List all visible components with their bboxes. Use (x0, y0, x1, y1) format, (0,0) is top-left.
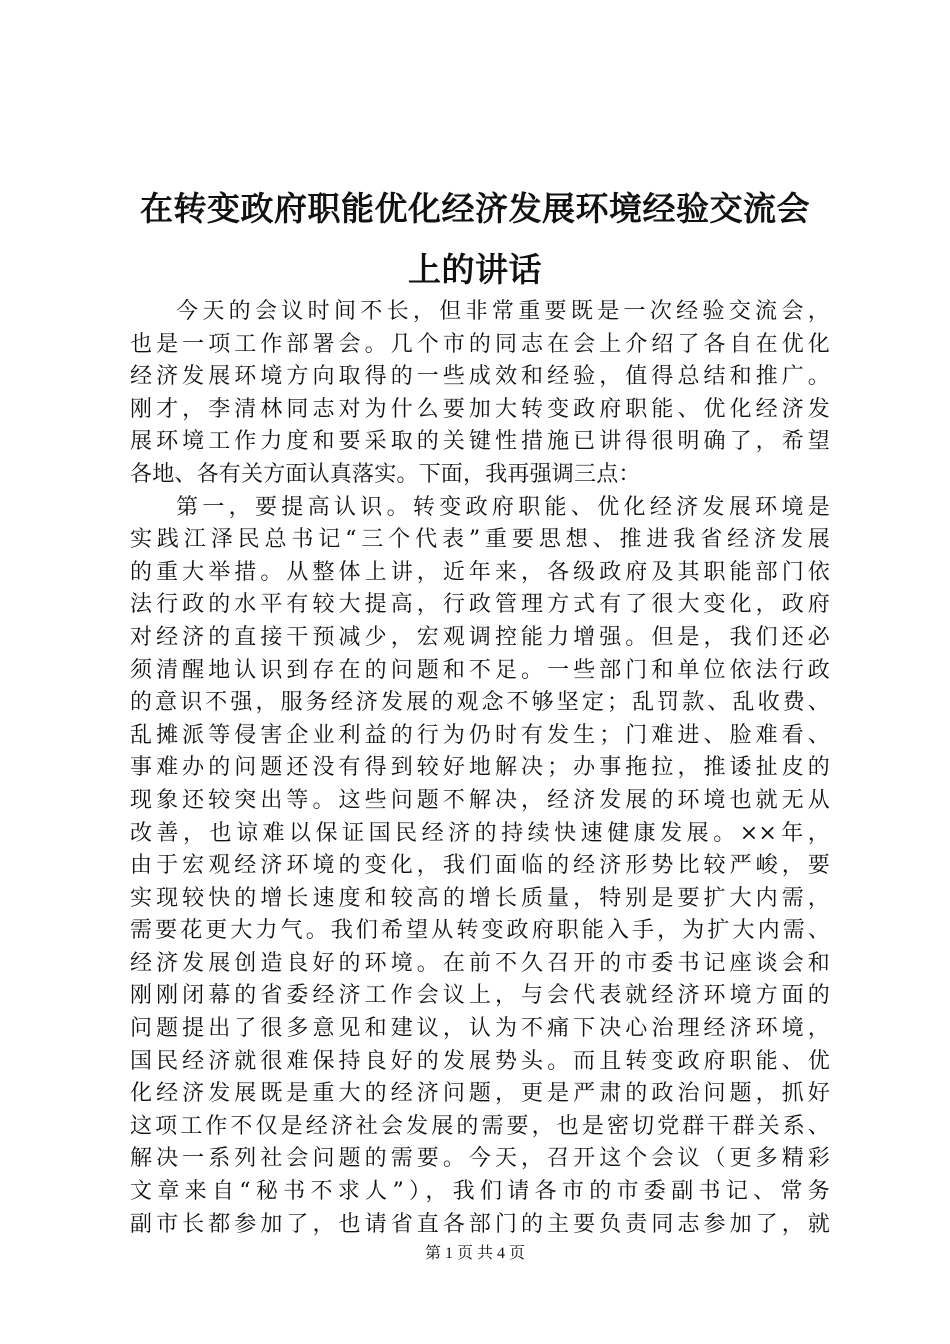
text-line: 刚才，李清林同志对为什么要加大转变政府职能、优化经济发 (130, 396, 830, 422)
page-number-label: 第 1 页 共 4 页 (424, 1245, 525, 1262)
text-line: 文章来自“秘书不求人”），我们请各市的市委副书记、常务 (130, 1179, 830, 1205)
text-line: 刚刚闭幕的省委经济工作会议上，与会代表就经济环境方面的 (130, 983, 830, 1009)
text-line: 展环境工作力度和要采取的关键性措施已讲得很明确了，希望 (130, 429, 830, 455)
text-line: 化经济发展既是重大的经济问题，更是严肃的政治问题，抓好 (130, 1081, 830, 1107)
text-line: 改善，也谅难以保证国民经济的持续快速健康发展。××年， (130, 820, 830, 846)
text-line: 乱摊派等侵害企业利益的行为仍时有发生；门难进、脸难看、 (130, 722, 830, 748)
text-line: 法行政的水平有较大提高，行政管理方式有了很大变化，政府 (130, 592, 830, 618)
title-line-1: 在转变政府职能优化经济发展环境经验交流会 (140, 189, 810, 228)
title-line-2: 上的讲话 (408, 250, 542, 289)
text-line: 的重大举措。从整体上讲，近年来，各级政府及其职能部门依 (130, 559, 830, 585)
text-line: 现象还较突出等。这些问题不解决，经济发展的环境也就无从 (130, 787, 830, 813)
text-line: 这项工作不仅是经济社会发展的需要，也是密切党群干群关系、 (130, 1113, 830, 1139)
text-line: 由于宏观经济环境的变化，我们面临的经济形势比较严峻，要 (130, 853, 830, 879)
page-footer (0, 1244, 950, 1264)
text-line: 各地、各有关方面认真落实。下面，我再强调三点： (130, 461, 641, 487)
text-line: 实现较快的增长速度和较高的增长质量，特别是要扩大内需， (130, 885, 830, 911)
text-line: 经济发展创造良好的环境。在前不久召开的市委书记座谈会和 (130, 950, 830, 976)
text-line: 实践江泽民总书记“三个代表”重要思想、推进我省经济发展 (130, 527, 830, 553)
text-line: 需要花更大力气。我们希望从转变政府职能入手，为扩大内需、 (130, 918, 830, 944)
text-line: 副市长都参加了，也请省直各部门的主要负责同志参加了，就 (130, 1211, 830, 1237)
document-body (130, 296, 830, 1241)
text-line: 须清醒地认识到存在的问题和不足。一些部门和单位依法行政 (130, 657, 830, 683)
text-line: 国民经济就很难保持良好的发展势头。而且转变政府职能、优 (130, 1048, 830, 1074)
text-line: 解决一系列社会问题的需要。今天，召开这个会议（更多精彩 (130, 1146, 830, 1172)
text-line: 今天的会议时间不长，但非常重要既是一次经验交流会， (176, 299, 830, 324)
text-line: 问题提出了很多意见和建议，认为不痛下决心治理经济环境， (130, 1016, 830, 1042)
text-line: 第一，要提高认识。转变政府职能、优化经济发展环境是 (176, 494, 830, 520)
text-line: 事难办的问题还没有得到较好地解决；办事拖拉，推诿扯皮的 (130, 755, 830, 781)
text-line: 也是一项工作部署会。几个市的同志在会上介绍了各自在优化 (130, 331, 830, 357)
text-line: 对经济的直接干预减少，宏观调控能力增强。但是，我们还必 (130, 624, 830, 650)
text-line: 经济发展环境方向取得的一些成效和经验，值得总结和推广。 (130, 364, 830, 390)
document-title (118, 178, 832, 300)
text-line: 的意识不强，服务经济发展的观念不够坚定；乱罚款、乱收费、 (130, 690, 830, 716)
